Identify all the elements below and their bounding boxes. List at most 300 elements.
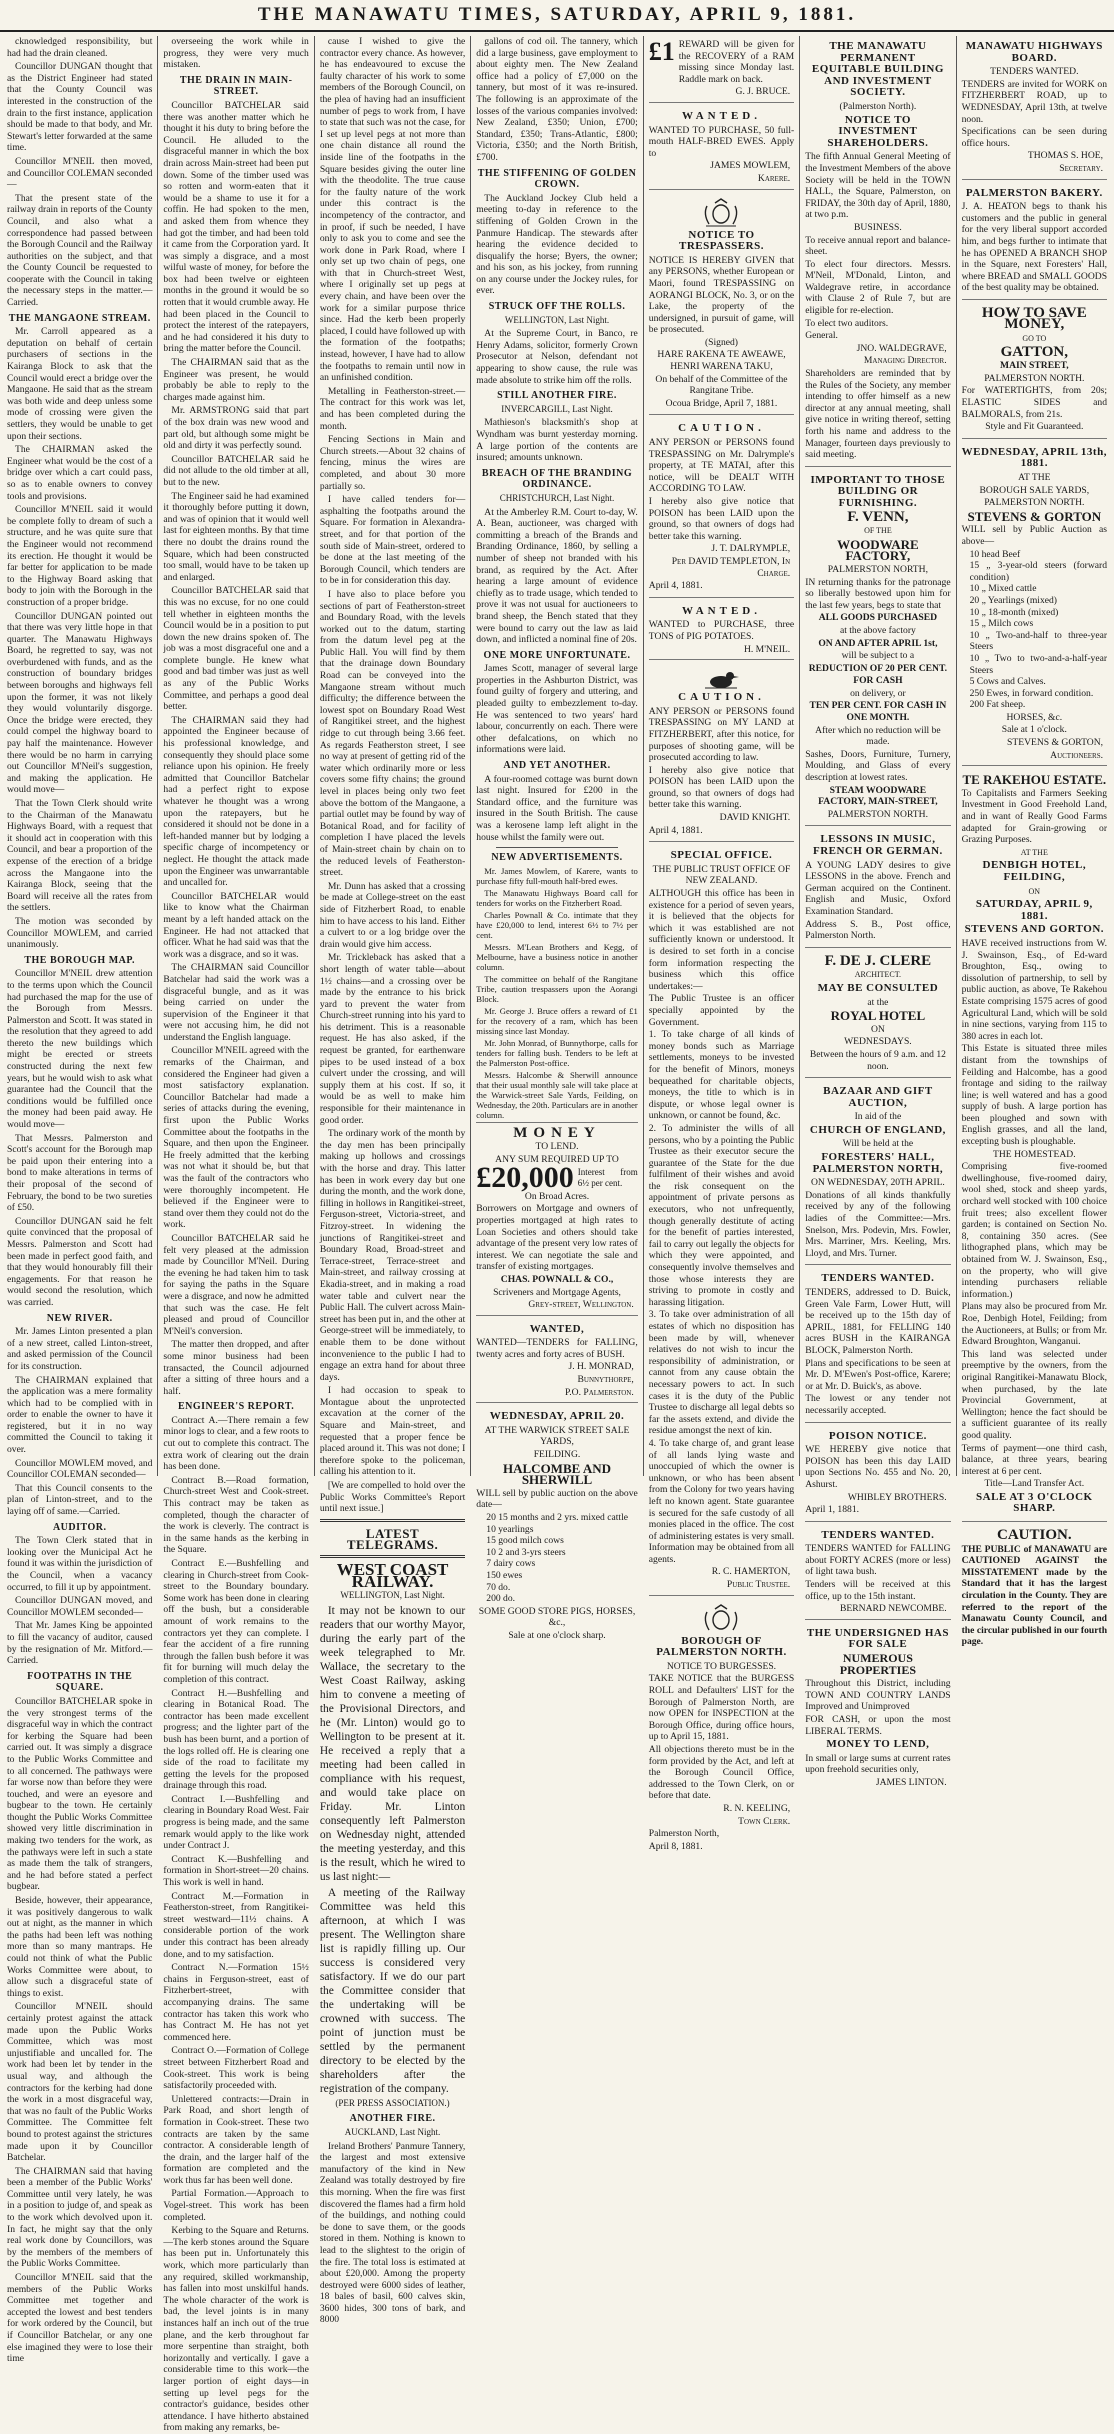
sale-item: 7 dairy cows — [486, 1558, 536, 1570]
ad-line: DENBIGH HOTEL, FEILDING, — [982, 859, 1087, 883]
ad-line: at the above factory — [839, 624, 916, 636]
ad-body: To elect two auditors. — [805, 317, 889, 329]
ad-sign: G. J. BRUCE. — [735, 86, 791, 98]
ad-title: THE MANAWATU PERMANENT EQUITABLE BUILDING AND INVESTMENT SOCIETY. — [811, 40, 944, 99]
money-to-lend-ad — [476, 1122, 638, 1316]
paragraph: That Messrs. Palmerston and Scott's account for the Borough map be paid upon their entering into a bond to make alterations in terms of their proposal of the second of February, the bond to be two sureties of £50. — [7, 1132, 153, 1214]
dateline: WELLINGTON, Last Night. — [340, 1590, 445, 1601]
architect-ad — [805, 951, 950, 1078]
ad-title: CAUTION. — [678, 691, 765, 704]
paragraph: Beside, however, their appearance, it was positively dangerous to walk out at night, as the manner in which the paths had been left was nothing more than so many mantraps. He could not think of what the Public Works Committee were about, to allow such a disgraceful state of things to exist. — [7, 1895, 153, 1999]
paragraph: At the Amberley R.M. Court to-day, W. A. Bean, auctioneer, was charged with committing a breach of the Brands and Branding Ordinance, 1860, by selling a number of sheep not branded with his brand, as required by the Act. After hearing a large amount of evidence chiefly as to trade usage, which tended to prove it was not usual for auctioneers to brand sheep, the Bench stated that they were bound to carry out the law as laid down, and inflicted a nominal fine of 20s. — [476, 506, 638, 646]
sale-item: 10 2 and 3-yrs steers — [486, 1546, 566, 1558]
ad-body: Donations of all kinds thankfully received by any of the following ladies of the Committee:—Mrs. Snelson, Mrs. Podevin, Mrs. Fowler, Mrs. Marriner, Mrs. Keeling, Mrs. Lloyd, and Mrs. Turner. — [805, 1189, 951, 1259]
ad-sign: R. C. HAMERTON, — [711, 1566, 791, 1578]
sale-item: 15 „ Milch cows — [969, 618, 1034, 630]
ad-line: PALMERSTON NORTH. — [984, 372, 1085, 384]
ad-line: MAIN STREET, — [1000, 360, 1069, 372]
paragraph: Councillor BATCHELAR said he did not allude to the old timber at all, but to the new. — [163, 453, 309, 488]
properties-ad — [805, 1623, 950, 1793]
ad-line: April 4, 1881. — [648, 824, 703, 836]
caution-dalrymple-ad — [649, 418, 794, 597]
highways-tenders-ad — [962, 36, 1107, 180]
new-ad-item: Mr. James Mowlem, of Karere, wants to purchase fifty full-mouth half-bred ewes. — [476, 865, 638, 886]
ad-line: (Signed) — [704, 336, 738, 348]
ad-line: AT THE — [1018, 472, 1051, 483]
wanted-potatoes-ad — [649, 601, 794, 660]
ad-line: April 1, 1881. — [805, 1504, 860, 1516]
ad-title: WANTED, — [529, 1322, 585, 1335]
paragraph: The CHAIRMAN said Councillor Batchelar had said the work was a disgraceful bungle, and as it was being carried on under the supervision of the Engineer it that were not accusing him, he did not understand the English language. — [163, 962, 309, 1043]
ad-title: POISON NOTICE. — [828, 1429, 927, 1442]
ad-line: On Broad Acres. — [524, 1190, 590, 1202]
ad-body: In small or large sums at current rates upon freehold securities only, — [805, 1752, 951, 1776]
ad-title: BAZAAR AND GIFT AUCTION, — [823, 1085, 933, 1109]
section-heading: AUDITOR. — [52, 1521, 107, 1533]
ad-line: NUMEROUS PROPERTIES — [839, 1651, 917, 1677]
ad-body: To receive annual report and balance-sheet. — [805, 234, 951, 258]
ad-body: Comprising five-roomed dwellinghouse, five-roomed dairy, wool shed, stock and sheep yards, orchard well stocked with 100 choice fruit trees; also excellent flower garden; is contained on Section No. 8, containing 350 acres. (See lithographed plans, which may be obtained from W. J. Swainson, Esq., on the property, who will give intending purchasers reliable information.) — [961, 1161, 1108, 1300]
paragraph: That this Council consents to the plan of Linton-street, and to the laying off of same.—Carried. — [7, 1482, 153, 1518]
paragraph: Contract M.—Formation in Featherston-street, from Rangitikei-street westward—11½ chains. A considerable portion of the work under this contract has been already done, and to my satisfaction. — [163, 1890, 309, 1960]
column-7 — [957, 36, 1112, 1648]
section-heading: AND YET ANOTHER. — [503, 760, 611, 772]
ad-subtitle: NOTICE TO INVESTMENT SHAREHOLDERS. — [827, 113, 929, 149]
wanted-ewes-ad — [649, 106, 794, 190]
ad-line: STEAM WOODWARE FACTORY, MAIN-STREET, — [818, 784, 938, 808]
ad-line: PALMERSTON NORTH. — [984, 497, 1085, 509]
paragraph: Councillor BATCHELAR would like to know what the Chairman meant by a left handed attack on the Engineer. He had not attacked that officer. What he had said was that the work was a disgrace, and so it was. — [163, 890, 309, 960]
ad-body: General. — [805, 330, 838, 342]
tenders-bush-ad — [805, 1268, 950, 1422]
ad-line: Ocoua Bridge, April 7, 1881. — [665, 397, 778, 409]
auctioneer-name: STEVENS AND GORTON. — [964, 923, 1105, 936]
ad-body: TENDERS are invited for WORK on FITZHERBERT ROAD, up to WEDNESDAY, April 13th, at twelve noon. — [961, 78, 1108, 125]
ad-line: Palmerston North, — [648, 1828, 720, 1840]
sale-item: 10 yearlings — [486, 1523, 534, 1535]
ad-body: ANY PERSON or PERSONS found TRESPASSING on Mr. Dalrymple's property, at TE MATAI, after this notice, will be DEALT WITH ACCORDING TO LAW. — [648, 437, 795, 495]
paragraph: I have also to place before you sections of part of Featherston-street and Boundary Road, with the levels worked out to the datum, starting from the datum level peg at the Public Hall. You will find by them that the drainage down Boundary Road can be conveyed into the Mangaone stream without much difficulty; the difference between the lowest spot on Boundary Road West of Rangitikei street, and the highest ridge to cut through being 3.66 feet. As regards Featherston street, I see no way at present of getting rid of the water which ordinarily more or less covers some fifty chains; the ground level in places being only two feet above the bottom of the Mangaone, a partial outlet may be found by way of Botanical Road, and for facility of completion I have placed the levels of Main-street chain by chain on to the reduced levels of Featherston-street. — [319, 588, 466, 879]
ad-body: Sashes, Doors, Furniture, Turnery, Moulding, and Glass of every description at lowest rates. — [805, 748, 951, 784]
ad-line: Sale at one o'clock sharp. — [508, 1629, 606, 1641]
ad-body: Terms of payment—one third cash, balance, at three years, bearing interest at 6 per cent. — [961, 1442, 1108, 1477]
paragraph: Mr. ARMSTRONG said that part of the box drain was new wood and part old, but although some might be old and dirty it was perfectly sound. — [163, 405, 309, 452]
boots-ad — [962, 303, 1107, 439]
ad-body: WANTED to PURCHASE, three TONS of PIG POTATOES. — [648, 619, 795, 642]
column-2 — [158, 36, 314, 2434]
reward-row — [649, 39, 794, 85]
ad-title: WANTED. — [681, 604, 761, 617]
sale-item: 5 Cows and Calves. — [969, 676, 1046, 688]
factory-name: WOODWARE FACTORY, — [837, 536, 919, 564]
shop-name: GATTON, — [1000, 343, 1069, 360]
ad-line: THE HOMESTEAD. — [993, 1148, 1076, 1160]
amount-row — [476, 1161, 638, 1195]
ad-line: PALMERSTON NORTH. — [827, 808, 928, 820]
sale-item: 10 head Beef — [969, 548, 1021, 560]
ad-line: FOR CASH — [853, 675, 903, 687]
ad-sign: Auctioneers. — [1050, 749, 1104, 761]
ad-line: (Palmerston North). — [839, 100, 917, 112]
sale-item: 70 do. — [486, 1581, 511, 1593]
stock-sale-ad — [476, 1406, 638, 1646]
ad-sign: Secretary. — [1059, 162, 1104, 174]
paragraph: Contract N.—Formation 15½ chains in Ferguson-street, east of Fitzherbert-street, with accompanying drains. The same contractor has taken this work who has Contract M. He has not yet commenced here. — [163, 1962, 309, 2043]
caution-standard-ad — [962, 1525, 1107, 1653]
columns — [0, 32, 1114, 2434]
paragraph: Mr. Carroll appeared as a deputation on behalf of certain purchasers of sections in the Kairanga Block to ask that the Council would erect a bridge over the Mangaone. He said that as the stream was both wide and deep unless some mode of crossing were given the settlers, they would be unable to get upon their sections. — [7, 326, 153, 442]
paragraph: Contract B.—Road formation, Church-street West and Cook-street. This contract may be taken as completed, though the character of the work is cleverly. The contract is in the same hands as the kerbing in the Square. — [163, 1474, 309, 1556]
ad-subtitle: THE PUBLIC TRUST OFFICE OF NEW ZEALAND. — [652, 863, 791, 887]
ad-line: PALMERSTON NORTH, — [827, 563, 928, 575]
paragraph: Councillor M'NEIL drew attention to the terms upon which the Council had purchased the map for the use of the Borough from Messrs. Palmerston and Scott. It was stated in the resolution that they agreed to add thereto the new buildings which might be erected or streets constructed during the next few years, but he would wish to ask what guarantee had the Council that the conditions would be fulfilled once the money had been paid away. He would move— — [7, 968, 153, 1131]
ad-title: LESSONS IN MUSIC, FRENCH OR GERMAN. — [812, 833, 943, 857]
section-heading: FOOTPATHS IN THE SQUARE. — [27, 1670, 133, 1694]
ad-sign: Managing Director. — [863, 355, 947, 367]
ad-body: WILL sell by Public Auction as above— — [961, 524, 1108, 547]
paragraph: Fencing Sections in Main and Church streets.—About 32 chains of fencing, minus the wires are completed, and about 30 more partially so. — [319, 434, 466, 492]
ad-line: Will be held at the — [842, 1138, 914, 1150]
reward-amount: £1 — [648, 37, 675, 66]
ad-body: Throughout this District, including TOWN AND COUNTRY LANDS Improved and Unimproved — [805, 1678, 951, 1713]
ad-subtitle: TENDERS WANTED. — [990, 66, 1079, 78]
ad-line: MONEY TO LEND, — [826, 1738, 930, 1751]
paragraph: Councillor MOWLEM moved, and Councillor COLEMAN seconded— — [7, 1457, 153, 1481]
ad-line: TO LEND. — [535, 1141, 579, 1153]
paragraph: I have called tenders for—asphalting the footpaths around the Square. For formation in Alexandra-street, and for that portion of the south side of Main-street, ordered to be done at the last meeting of the Borough Council, which tenders are to be in for consideration this day. — [319, 494, 466, 587]
paragraph: The motion was seconded by Councillor MOWLEM, and carried unanimously. — [7, 915, 153, 951]
ad-body: For WATERTIGHTS, from 20s; ELASTIC SIDES and BALMORALS, from 21s. — [961, 385, 1108, 420]
paragraph: Councillor DUNGAN pointed out that there was very little hope in that quarter. The Manawatu Highways Board, he regretted to say, was not overburdened with funds, and as the construction of boundary bridges between boroughs and highways fell upon the former, it was not likely they would voluntarily disgorge. Once the bridge were erected, they could compel the highway board to pay half the maintenance. However there would be no harm in carrying out Councillor M'Neil's suggestion, and making the application. He would move— — [7, 610, 153, 796]
interest-rate: Interest from 6½ per cent. — [577, 1166, 638, 1189]
sale-item: 20 „ Yearlings (mixed) — [969, 594, 1058, 606]
section-heading: STRUCK OFF THE ROLLS. — [488, 301, 626, 313]
ad-title: THE UNDERSIGNED HAS FOR SALE — [806, 1626, 949, 1651]
paragraph: Metalling in Featherston-street.—The contract for this work was let, and has been completed during the month. — [319, 385, 466, 432]
paragraph: Contract O.—Formation of College street between Fitzherbert Road and Cook-street. This work is being satisfactorily proceeded with. — [163, 2045, 309, 2092]
ad-line: FEILDING. — [533, 1449, 581, 1461]
paragraph: James Scott, manager of several large properties in the Ashburton District, was found guilty of forgery and uttering, and pleaded guilty to embezzlement to-day. He was sentenced to two years' hard labour, concurrently on each. There were other defalcations, on which no informations were laid. — [476, 663, 638, 756]
new-ad-item: Charles Pownall & Co. intimate that they have £20,000 to lend, interest 6½ to 7½ per cent. — [476, 909, 638, 940]
paragraph: Councillor BATCHELAR said there was another matter which he thought it his duty to bring before the Council. He alluded to the disgraceful manner in which the box drain across Main-street had been put down. Some of the timber used was so rotten and worm-eaten that it would be a shame to use it for a coffin. He had spoken to the men, and asked them from whence they had got the timber, and had been told it came from the Corporation yard. It was simply a disgrace, and a most wilful waste of money, for before the box had been twelve or eighteen months in the ground it would be so rotten that it would crumble away. He had been placed in the Council to protect the interest of the ratepayers, and he had considered it his duty to bring the matter before the Council. — [163, 99, 309, 355]
ad-line: April 4, 1881. — [648, 580, 703, 592]
ad-line: In aid of the — [854, 1111, 902, 1123]
paragraph: Councillor BATCHELAR said that this was no excuse, for no one could tell whether in eighteen months the Council would be in a position to put down the new drains spoken of. The job was a most disgraceful one and a complete bungle. He knew what good and bad timber was just as well as any of the Public Works Committee, and perhaps a good deal better. — [163, 585, 309, 713]
sale-item: 10 „ Two-and-half to three-year Steers — [969, 629, 1108, 653]
ad-body: 1. To take charge of all kinds of money bonds such as Marriage settlements, moneys to be invested for the benefit of Minors, moneys bequeathed for charitable objects, moneys, the title to which is in dispute, or whose legal owner is unknown, or cannot be found, &c. — [648, 1029, 795, 1122]
royal-crest-icon — [698, 198, 744, 228]
ad-line: Scriveners and Mortgage Agents, — [493, 1286, 621, 1298]
column-6 — [800, 36, 956, 1788]
reward-ad — [649, 36, 794, 103]
ad-line: MAY BE CONSULTED — [817, 981, 939, 994]
ad-title: PALMERSTON BAKERY. — [965, 186, 1103, 199]
ad-sign: J. H. MONRAD, — [568, 1361, 634, 1373]
section-heading: NEW ADVERTISEMENTS. — [491, 852, 623, 864]
divider — [496, 847, 618, 848]
ad-line: AT THE WARWICK STREET SALE YARDS, — [484, 1424, 630, 1448]
paragraph: Kerbing to the Square and Returns.—The kerb stones around the Square has been put in. Unfortunately this work, which more particularly than any required, skilled workmanship, has fallen into most unskilful hands. The whole character of the work is bad, the level joints is in many instances half an inch out of the true plane, and the kerb throughout far more serpentine than straight, both horizontally and vertically. I gave a considerable time to this work—the larger portion of eight days—in setting up level pegs for the contractor's guidance, besides other attendance. I have hitherto abstained from making any remarks, be- — [163, 2225, 309, 2434]
ad-title: NOTICE TO TRESPASSERS. — [678, 228, 764, 253]
poison-notice-ad — [805, 1426, 950, 1522]
ad-body: Shareholders are reminded that by the Rules of the Society, any member intending to offer himself as a new director at any annual meeting, shall give notice in writing thereof, setting forth his name and address to the Manager, fourteen days previously to said meeting. — [805, 368, 951, 461]
ad-sign: Public Trustee. — [726, 1579, 791, 1591]
paragraph: The CHAIRMAN said they had appointed the Engineer because of his professional knowledge, and consequently they should place some reliance upon his opinion. He freely admitted that Councillor Batchelar had a perfect right to expose whatever he thought was a wrong upon the ratepayers, but he considered it should not be done in a left-handed manner but by lodging a specific charge of incompetency or neglect. He thought the attack made upon the Engineer was unwarrantable and uncalled for. — [163, 714, 309, 889]
paragraph: I had occasion to speak to Montague about the unprotected excavation at the corner of the Square and Main-street, and requested that a proper fence be placed around it. This was not done; I therefore spoke to the policeman, calling his attention to it. — [319, 1385, 466, 1478]
paragraph: Councillor BATCHELAR spoke in the very strongest terms of the disgraceful way in which the contract for kerbing the Square had been carried out. It was simply a disgrace to the Public Works Committee and to all concerned. The pathways were far worse now than before they were touched, and were an eyesore and bugbear to the town. He certainly thought the Public Works Committee showed very little discrimination in making two tenders for the work, as the pathways were left in such a state as made them the talk of strangers, and he had before stated a perfect bugbear. — [7, 1695, 153, 1893]
rakehou-estate-ad — [962, 769, 1107, 1522]
ad-sign: Town Clerk. — [738, 1815, 791, 1827]
new-ad-item: The committee on behalf of the Rangitane Tribe, caution trespassers upon the Aorangi Block. — [476, 973, 638, 1004]
ad-body: FOR CASH, or upon the most LIBERAL TERMS. — [805, 1714, 951, 1737]
paragraph: Contract H.—Bushfelling and clearing in Botanical Road. The contractor has been made excellent progress; and the lighter part of the bush has been burnt, and a portion of the logs rolled off. He is clearing one side of the road to facilitate my getting the levels for the proposed drainage through this road. — [163, 1687, 309, 1792]
ad-line: Between the hours of 9 a.m. and 12 noon. — [809, 1048, 946, 1072]
ad-line: ON WEDNESDAY, 20TH APRIL. — [810, 1177, 945, 1189]
ad-line: April 8, 1881. — [648, 1840, 703, 1852]
ad-sign: Bunnythorpe, — [577, 1374, 634, 1386]
paragraph: Partial Formation.—Approach to Vogel-street. This work has been completed. — [163, 2188, 309, 2223]
paragraph: Mathieson's blacksmith's shop at Wyndham was burnt yesterday morning. A large portion of the contents are insured; amounts unknown. — [476, 417, 638, 464]
ad-title: WEDNESDAY, APRIL 13th, 1881. — [961, 445, 1107, 470]
ad-title: TE RAKEHOU ESTATE. — [962, 772, 1107, 788]
column-1 — [2, 36, 158, 2365]
ad-title: TENDERS WANTED. — [821, 1528, 935, 1541]
ad-body: WILL sell by public auction on the above date— — [476, 1487, 638, 1511]
paragraph: cknowledged responsibility, but had had the drain cleaned. — [7, 36, 153, 59]
ad-body: 3. To take over administration of all estates of which no disposition has been made by will, whenever relatives do not wish to incur the responsibility of administration, or cannot from any cause obtain the necessary powers to act. In such cases it is the duty of the Public Trustee to discharge all legal debts so far the assets extend, and divide the residue amongst the next of kin. — [648, 1309, 795, 1437]
ad-title: IMPORTANT TO THOSE BUILDING OR FURNISHING. — [810, 473, 946, 509]
ad-title: HOW TO SAVE MONEY, — [981, 304, 1087, 333]
ad-sign: JNO. WALDEGRAVE, — [856, 342, 947, 354]
section-heading: THE STIFFENING OF GOLDEN CROWN. — [477, 167, 637, 191]
ad-sign: JAMES LINTON. — [875, 1776, 947, 1788]
section-heading: ENGINEER'S REPORT. — [178, 1401, 295, 1413]
ad-line: REDUCTION OF 20 PER CENT. — [808, 662, 948, 674]
new-ad-item: Mr. John Monrad, of Bunnythorpe, calls for tenders for falling bush. Tenders to be left at the Palmerston Post-office. — [476, 1037, 638, 1068]
ad-body: The Public Trustee is an officer specially appointed by the Government. — [648, 993, 795, 1028]
ad-line: CHURCH OF ENGLAND, — [809, 1123, 946, 1136]
paragraph: Unlettered contracts:—Drain in Park Road, and short length of formation in Cook-street. These two contracts are taken by the same contractor. A considerable length of the drain, and the larger half of the formation are completed and the work thus far has been well done. — [163, 2093, 309, 2186]
sale-item: 10 „ 18-month (mixed) — [969, 606, 1059, 618]
ad-line: ON AND AFTER APRIL 1st, — [818, 637, 938, 649]
sale-item: 250 Ewes, in forward condition. — [969, 687, 1094, 699]
stevens-gorton-sale-ad — [962, 442, 1107, 766]
ad-body: I hereby also give notice that POISON has been LAID upon the ground, so that owners of dogs had better take this warning. — [648, 764, 795, 811]
column-3 — [315, 36, 471, 2326]
paragraph: cause I wished to give the contractor every chance. As however, he has endeavoured to excuse the faulty character of his work to some members of the Borough Council, on the plea of having had an insufficient number of pegs to work from, I have to state that such was not the case, for I set up level pegs at not more than one chain distance all round the inside line of the footpaths in the Square besides giving the outer line with the theodolite. The true cause for the faulty nature of the work under this contract is the incompetency of the contractor, and in proof, if such be needed, I have only to ask you to come and see the work done in Park Road, where I only set up two chain of pegs, one with that in Church-street West, where I originally set up pegs at every chain, and have been over the work for a similar purpose thrice since. Had the kerb been properly placed, I could have followed up with the formation of the footpaths; instead, however, I have had to allow the footpaths to remain until now in an unfinished condition. — [319, 36, 466, 384]
paragraph: Councillor M'NEIL should certainly protest against the attack made upon the Public Works Committee, which was most unjustifiable and uncalled for. The work had been let by tender in the usual way, and although the contractors for the kerbing had done the work in a most disgraceful way, that was no fault of the Public Works Committee. The Committee felt bound to protest against the strictures made upon it by Councillor Batchelar. — [7, 2001, 153, 2164]
paragraph: Councillor DUNGAN said he felt quite convinced that the proposal of Messrs. Palmerston and Scott had been made in perfect good faith, and that they would honourably fill their engagements. For that reason he would second the resolution, which was carried. — [7, 1215, 153, 1308]
woodware-factory-ad — [805, 470, 950, 827]
ad-sign: Karere. — [757, 172, 791, 184]
dateline: INVERCARGILL, Last Night. — [501, 403, 613, 414]
new-ad-item: Mr. George J. Bruce offers a reward of £1 for the recovery of a ram, which has been missing since last Monday. — [476, 1005, 638, 1036]
paragraph: A four-roomed cottage was burnt down last night. Insured for £200 in the Standard office, and the furniture was insured in the South British. The cause was a kerosene lamp left alight in the house whilst the family were out. — [476, 773, 638, 843]
paragraph: gallons of cod oil. The tannery, which did a large business, gave employment to about eighty men. The New Zealand office had a policy of £7,000 on the tannery, but most of it was re-insured. The following is an approximate of the losses of the various companies involved: New Zealand, £350; Union, £700; Standard, £350; Trans-Atlantic, £800; Victoria, £350; and the North British, £700. — [476, 36, 638, 163]
new-ad-item: Messrs. Halcombe & Sherwill announce that their usual monthly sale will take place at the Warwick-street Sale Yards, Feilding, on Wednesday, the 20th. Particulars are in another column. — [476, 1069, 638, 1120]
architect-name: F. DE J. CLERE — [824, 952, 932, 969]
paragraph: It may not be known to our readers that our worthy Mayor, during the early part of the week telegraphed to Mr. Wallace, the secretary to the West Coast Railway, asking him to convene a meeting of the Provisional Directors, and he (Mr. Linton) would go to Wellington to be present at it. He received a reply that a meeting had been called in compliance with his request, and would take place on Friday. Mr. Linton consequently left Palmerston on Wednesday night, attended the meeting yesterday, and this is the result, which he wired to us last night:— — [319, 1604, 466, 1883]
sale-item: 15 good milch cows — [486, 1535, 564, 1547]
bakery-ad — [962, 183, 1107, 300]
tenders-tawa-ad — [805, 1525, 950, 1620]
ad-body: The lowest or any tender not necessarily accepted. — [805, 1393, 951, 1416]
ad-body: REWARD will be given for the RECOVERY of a RAM missing since Monday last. Raddle mark on back. — [678, 39, 795, 85]
ad-line: Title—Land Transfer Act. — [984, 1478, 1085, 1490]
ad-line: HARE RAKENA TE AWEAWE, HENRI WARENA TAKU, — [657, 349, 786, 373]
ad-line: SOME GOOD STORE PIGS, HORSES, &c., — [478, 1605, 636, 1629]
new-ad-item: Messrs. M'Lean Brothers and Kegg, of Melbourne, have a business notice in another column. — [476, 941, 638, 972]
building-society-ad — [805, 36, 950, 467]
ad-line: SALE AT 3 O'CLOCK SHARP. — [976, 1490, 1093, 1515]
paragraph: The CHAIRMAN said that as the Engineer was present, he would probably be able to reply to the charges made against him. — [163, 357, 309, 403]
dateline: WELLINGTON, Last Night. — [504, 314, 610, 325]
west-coast-railway-heading: WEST COAST RAILWAY. — [336, 1560, 449, 1591]
ad-line: HORSES, &c. — [1006, 711, 1063, 723]
ad-body: I hereby also give notice that POISON has been LAID upon the ground, so that owners of dogs had better take this warning. — [648, 496, 795, 542]
paragraph: Mr. Dunn has asked that a crossing be made at College-street on the east side of Fitzherbert Road, to enable him to have access to his land. Either a culvert to or a log bridge over the drain would give him access. — [319, 880, 466, 950]
ad-title: TENDERS WANTED. — [821, 1272, 935, 1285]
sale-item: 200 do. — [486, 1593, 516, 1605]
ad-line: SATURDAY, APRIL 9, 1881. — [975, 898, 1093, 922]
ad-sign: WHIBLEY BROTHERS. — [847, 1491, 947, 1503]
new-ad-item: The Manawatu Highways Board call for tenders for works on the Fitzherbert Road. — [476, 887, 638, 908]
ad-body: The fifth Annual General Meeting of the Investment Members of the above Society will be held in the TOWN HALL, the Square, Palmerston, on FRIDAY, the 30th day of April, 1880, at two p.m. — [805, 151, 951, 221]
paragraph: That the present state of the railway drain in reports of the County Council, and also what a correspondence had passed between the Borough Council and the Railway authorities on the subject, and that the County Council be requested to cooperate with the Council in taking the necessary steps in the matter.—Carried. — [7, 192, 153, 309]
paragraph: That Mr. James King be appointed to fill the vacancy of auditor, caused by the resignation of Mr. Mitford.—Carried. — [7, 1620, 153, 1667]
ad-title: WEDNESDAY, APRIL 20. — [489, 1410, 625, 1423]
paragraph: That the Town Clerk should write to the Chairman of the Manawatu Highways Board, with a request that it should act in cooperation with this Council, and bear a proportion of the expense of the erection of a bridge across the Mangaone into the Kairanga Block, seeing that the Board will receive all the rates from the settlers. — [7, 798, 153, 914]
paragraph: [We are compelled to hold over the Public Works Committee's Report until next issue.] — [319, 1480, 466, 1515]
press-association: (PER PRESS ASSOCIATION.) — [335, 2097, 450, 2108]
ad-body: This land was selected under preemptive by the owners, from the original Rangitikei-Manawatu Block, when purchased, by the late Provincial Government, at Wellington; hence the fact should be a sufficient guarantee of its really good quality. — [961, 1348, 1108, 1441]
ad-body: ANY PERSON or PERSONS found TRESPASSING on MY LAND at FITZHERBERT, after this notice, for purposes of shooting game, will be prosecuted according to law. — [648, 705, 795, 764]
paragraph: The CHAIRMAN explained that the application was a mere formality which had to be complied with in order to enable the owner to have it registered, but it in no way committed the Council to taking it over. — [7, 1374, 153, 1456]
latest-telegrams-heading: LATEST TELEGRAMS. — [346, 1525, 439, 1553]
ad-body: WANTED—TENDERS for FALLING, twenty acres and forty acres of BUSH. — [476, 1337, 638, 1360]
ad-body: HAVE received instructions from W. J. Swainson, Esq., of Ed-ward Broughton, Esq., owing to dissolution of partnership, to sell by public auction, as above, Te Rakehou Estate comprising 1575 acres of good Agricultural Land, which will be sold in nine sections, varying from 115 to 380 acres in each lot. — [961, 937, 1108, 1042]
ad-body: To elect four directors. Messrs. M'Neil, M'Donald, Linton, and Waldegrave retire, in accordance with Clause 2 of Rule 7, but are eligible for re-election. — [805, 258, 951, 317]
ad-line: TEN PER CENT. FOR CASH IN ONE MONTH. — [809, 700, 947, 724]
wanted-tenders-ad — [476, 1319, 638, 1404]
ad-body: Specifications can be seen during office hours. — [961, 126, 1108, 149]
paragraph: The CHAIRMAN said that having been a member of the Public Works' Committee until very lately, he was in a position to judge of, and speak as to the work which devolved upon it. In fact, he might say that the only real work done by Councillors, was by the members of the members of the Public Works Committee. — [7, 2165, 153, 2270]
dateline: AUCKLAND, Last Night. — [344, 2126, 441, 2137]
ad-body: TENDERS, addressed to D. Buick, Green Vale Farm, Lower Hutt, will be received up to the 15th day of APRIL, 1881, for FELLING 140 acres BUSH in the KAIRANGA BLOCK, Palmerston North. — [805, 1287, 951, 1356]
section-heading: THE DRAIN IN MAIN-STREET. — [179, 74, 293, 98]
ad-body: Tenders will be received at this office, up to the 15th instant. — [805, 1579, 951, 1602]
ad-body: THE PUBLIC of MANAWATU are CAUTIONED AGAINST the MISSTATEMENT made by the Standard that it has the largest circulation in the County. They are referred to the report of the Manawatu County Council, and the circular published in our fourth page. — [961, 1543, 1108, 1648]
paragraph: overseeing the work while in progress, they were very much mistaken. — [163, 36, 309, 71]
music-lessons-ad — [805, 829, 950, 947]
column-5 — [644, 36, 800, 1852]
sale-item: 150 ewes — [486, 1569, 523, 1581]
paragraph: Councillor M'NEIL said that the members of the Public Works Committee met together and accepted the lowest and best tenders for work ordered by the Council, but if Councillor Batchelar, or any one else imagined they were to lose their time — [7, 2272, 153, 2365]
sale-item: 10 „ Two to two-and-a-half-year Steers — [969, 652, 1108, 676]
public-trust-ad — [649, 845, 794, 1595]
paragraph: Contract A.—There remain a few minor logs to clear, and a few roots to cut out to complete this contract. The extra work of clearing out the drain has been done. — [163, 1414, 309, 1473]
ad-title: MANAWATU HIGHWAYS BOARD. — [965, 40, 1103, 64]
ad-body: This Estate is situated three miles distant from the townships of Feilding and Halcombe, has a good frontage and siding to the railway line; is well watered and has a good supply of bush. A large portion has been ploughed and sown with English grasses, and all the land, excepting bush is ploughable. — [961, 1043, 1108, 1148]
ad-sign: H. M'NEIL. — [743, 643, 791, 655]
ad-body: All objections thereto must be in the form provided by the Act, and left at the Borough Council Office, addressed to the Town Clerk, on or before that date. — [648, 1744, 795, 1802]
ad-line: ANY SUM REQUIRED UP TO — [495, 1153, 619, 1165]
section-heading: STILL ANOTHER FIRE. — [497, 390, 617, 402]
ad-line: On behalf of the Committee of the Rangitane Tribe. — [655, 373, 788, 397]
ad-body: TENDERS WANTED for FALLING about FORTY ACRES (more or less) of light tawa bush. — [805, 1543, 951, 1578]
ad-title: BOROUGH OF PALMERSTON NORTH. — [656, 1634, 787, 1659]
paragraph: Councillor M'NEIL said it would be complete folly to dream of such a structure, and he was quite sure that the Engineer would not recommend its erection. He thought it would be far better for application to be made to the Highway Board asking that body to join with the Borough in the construction of a proper bridge. — [7, 504, 153, 608]
proprietor-name: F. VENN, — [847, 508, 909, 525]
ad-body: J. A. HEATON begs to thank his customers and the public in general for the very liberal support accorded him, and begs further to intimate that he has OPENED A BRANCH SHOP in the Square, next Foresters' Hall, where BREAD and SMALL GOODS of the best quality may be obtained. — [961, 201, 1108, 294]
ad-body: A YOUNG LADY desires to give LESSONS in the above. French and German acquired on the Continent. English and Music, Oxford Examination Standard. — [805, 859, 951, 917]
ad-body: IN returning thanks for the patronage so liberally bestowed upon him for the last few years, begs to state that — [805, 576, 951, 611]
ad-sign: Grey-street, Wellington. — [528, 1299, 634, 1311]
ad-sign: THOMAS S. HOE, — [1027, 150, 1104, 162]
ad-body: WANTED TO PURCHASE, 50 full-mouth HALF-BRED EWES. Apply to — [648, 124, 795, 159]
ad-sign: J. T. DALRYMPLE, — [711, 543, 791, 555]
masthead: THE MANAWATU TIMES, SATURDAY, APRIL 9, 1881. — [0, 0, 1114, 32]
ad-line: After which no reduction will be made. — [815, 724, 941, 748]
ad-body: 2. To administer the wills of all persons, who by a pointing the Public Trustee as their executor secure the guarantee of the State for the due fulfilment of their wishes and avoid the risk consequent on the appointment of private persons as executors, who not unfrequently, though generally destitute of acting for the benefit of parties interested, fail to carry out legally the objects for which they were appointed, and consequently involve themselves and those whose interests they are striving to promote in costly and harassing litigation. — [648, 1122, 795, 1308]
section-heading: ONE MORE UNFORTUNATE. — [483, 649, 631, 661]
ad-line: Style and Fit Guaranteed. — [985, 421, 1084, 433]
sale-item: 200 Fat sheep. — [969, 699, 1026, 711]
loan-amount: £20,000 — [476, 1161, 574, 1195]
ad-body: TAKE NOTICE that the BURGESS ROLL and Defaulters' LIST for the Borough of Palmerston North, are now OPEN for INSPECTION at the Borough Office, during office hours, up to April 15, 1881. — [648, 1673, 795, 1743]
paragraph: The matter then dropped, and after some minor business had been transacted, the Council adjourned after a sitting of three hours and a half. — [163, 1339, 309, 1397]
bazaar-ad — [805, 1081, 950, 1265]
paragraph: Councillor M'NEIL agreed with the remarks of the Chairman, and considered the Engineer had given a most satisfactory explanation. Councillor Batchelar had made a series of attacks during the evening, first upon the Public Works Committee about the footpaths in the Square, and then upon the Engineer. He freely admitted that the kerbing was not what it should be, but that was the fault of the contractors who were thoroughly incompetent. He believed if the Engineer were to stand over them they could not do the work. — [163, 1045, 309, 1231]
paragraph: Councillor DUNGAN moved, and Councillor MOWLEM seconded— — [7, 1595, 153, 1618]
divider — [320, 1519, 465, 1522]
ad-title: CAUTION. — [678, 422, 765, 435]
ad-line: will be subject to a — [841, 650, 915, 662]
column-4 — [471, 36, 644, 1641]
auctioneer-name: HALCOMBE AND SHERWILL — [503, 1460, 611, 1488]
duck-icon — [701, 668, 741, 690]
ad-line: ON — [870, 1023, 885, 1035]
section-heading: BREACH OF THE BRANDING ORDINANCE. — [481, 467, 633, 491]
auctioneer-name: STEVENS & GORTON — [967, 508, 1102, 524]
ad-title: CAUTION. — [997, 1527, 1072, 1544]
sale-item: 20 15 months and 2 yrs. mixed cattle — [486, 1512, 629, 1523]
ad-title: SPECIAL OFFICE. — [670, 849, 773, 862]
ad-body: Plans may also be procured from Mr. Roe, Denbigh Hotel, Feilding; from the Auctioneers, at Bulls; or from Mr. Edward Broughton, Wanganui. — [961, 1301, 1108, 1348]
ad-sign: R. N. KEELING, — [723, 1802, 791, 1814]
section-heading: THE BOROUGH MAP. — [24, 954, 136, 966]
ad-subtitle: NOTICE TO BURGESSES. — [666, 1660, 777, 1672]
sale-item: 15 „ 3-year-old steers (forward condition) — [969, 560, 1108, 583]
ad-sign: BERNARD NEWCOMBE. — [840, 1603, 947, 1615]
paragraph: At the Supreme Court, in Banco, re Henry Adams, solicitor, formerly Crown Prosecutor at Nelson, defendant not appearing to show cause, the rule was made absolute to strike him off the rolls. — [476, 328, 638, 386]
ad-line: ON — [1028, 886, 1041, 896]
ad-line: Sale at 1 o'clock. — [1001, 724, 1067, 736]
dateline: CHRISTCHURCH, Last Night. — [499, 492, 615, 503]
ad-line: BUSINESS. — [854, 221, 902, 233]
royal-crest-icon — [698, 1604, 744, 1634]
paragraph: Contract I.—Bushfelling and clearing in Boundary Road West. Fair progress is being made, and the same remark would apply to the like work under Contract J. — [163, 1793, 309, 1852]
section-heading: ANOTHER FIRE. — [349, 2113, 436, 2125]
ad-line: FORESTERS' HALL, PALMERSTON NORTH, — [812, 1151, 944, 1175]
ad-body: 4. To take charge of, and grant lease of all lands lying waste and unoccupied of which the owner is unknown, or who has been absent from the Colony for two years having left no known agent. State guarantee is secured for the safe custody of all monies placed in the office. The cost of administering estates is very small. Information may be obtained from all agents. — [648, 1437, 795, 1565]
ad-line: on delivery, or — [850, 687, 906, 699]
ad-body: To Capitalists and Farmers Seeking Investment in Good Freehold Land, and in want of Really Good Farms adapted for Grain-growing or Grazing Purposes. — [961, 787, 1108, 846]
paragraph: The Town Clerk stated that in looking over the Municipal Act he found it was within the jurisdiction of the Council, when a vacancy occurred, to fill it up by appointment. — [7, 1535, 153, 1593]
ad-sign: Per DAVID TEMPLETON, In Charge. — [671, 555, 791, 579]
ad-line: OF THE — [864, 526, 892, 536]
ad-line: AT THE — [1020, 847, 1048, 857]
